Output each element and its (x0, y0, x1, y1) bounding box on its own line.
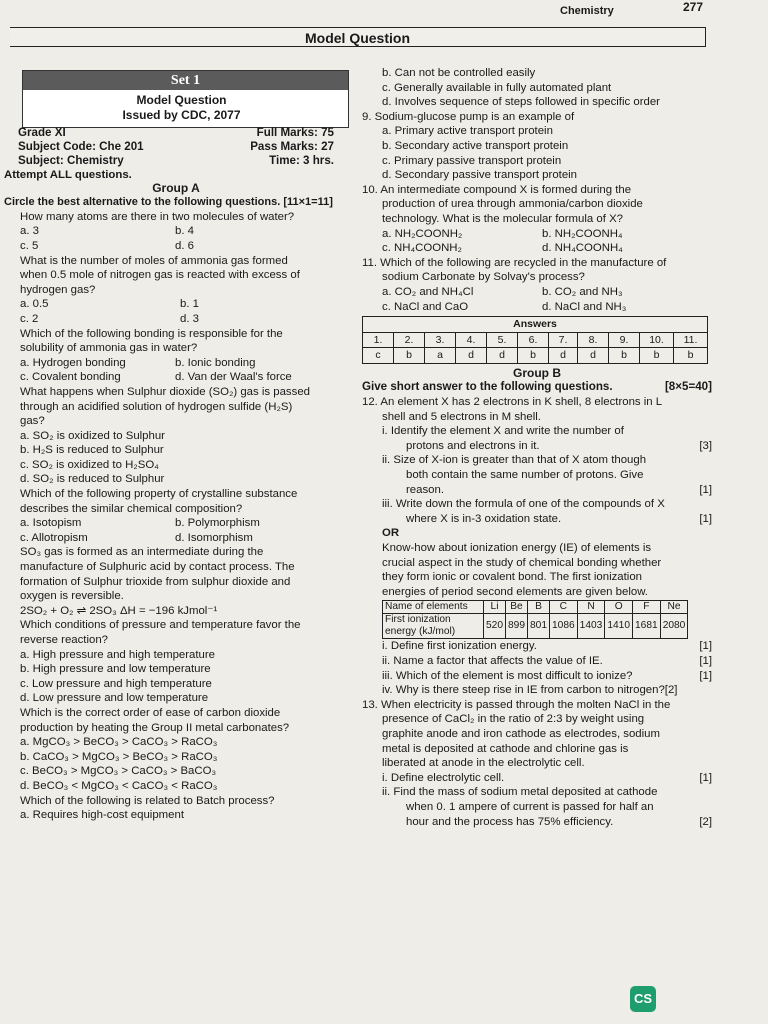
q12-or-line: Know-how about ionization energy (IE) of elements is (382, 542, 652, 554)
q13-line: presence of CaCl₂ in the ratio of 2:3 by weight using (382, 713, 645, 726)
q11-line: 11. Which of the following are recycled in the manufacture of (362, 256, 667, 269)
q13-part-ii: ii. Find the mass of sodium metal deposited at cathode (382, 786, 658, 799)
q2-option-d: d. 3 (180, 312, 199, 325)
q11-line: sodium Carbonate by Solvay's process? (382, 271, 585, 284)
answer-number: 7. (549, 332, 578, 348)
q10-option-b: b. NH₂COONH₄ (542, 227, 623, 240)
q9-option-a: a. Primary active transport protein (382, 125, 553, 138)
ie-element: B (528, 601, 550, 614)
q7-option-a: a. MgCO₃ > BeCO₃ > CaCO₃ > RaCO₃ (20, 736, 218, 749)
q1-option-d: d. 6 (175, 239, 194, 252)
ie-value: 1681 (633, 614, 661, 639)
q4-line: through an acidified solution of hydrogen sulfide (H₂S) (20, 400, 293, 413)
ie-element: Be (506, 601, 528, 614)
q12-part-iii: where X is in-3 oxidation state. (406, 512, 562, 525)
q6-line: reverse reaction? (20, 634, 109, 646)
header-subject: Chemistry (560, 5, 614, 17)
q2-line: when 0.5 mole of nitrogen gas is reacted with excess of (20, 269, 300, 282)
group-a-instruction: Circle the best alternative to the following questions. [11×1=11] (4, 196, 333, 209)
q4-option-c: c. SO₂ is oxidized to H₂SO₄ (20, 458, 159, 471)
q12-or-part-i: i. Define first ionization energy. (382, 640, 537, 653)
issued-by: Issued by CDC, 2077 (122, 108, 241, 122)
q1-stem: How many atoms are there in two molecules of water? (20, 210, 295, 223)
q10-line: technology. What is the molecular formula of X? (382, 212, 624, 225)
ie-element: F (633, 601, 661, 614)
group-b-heading: Group B (513, 365, 561, 380)
q2-option-b: b. 1 (180, 298, 199, 311)
q2-option-c: c. 2 (20, 312, 39, 325)
q2-line: What is the number of moles of ammonia gas formed (20, 254, 288, 267)
q7-line: Which is the correct order of ease of carbon dioxide (20, 706, 281, 719)
group-a-heading: Group A (152, 180, 200, 195)
q12-or-part-i-marks: [1] (699, 640, 712, 653)
ie-value: 2080 (660, 614, 688, 639)
q12-part-i-marks: [3] (699, 439, 712, 452)
q5-option-b: b. Polymorphism (175, 517, 260, 530)
answer-number: 6. (518, 332, 549, 348)
group-b-instruction: Give short answer to the following questions. (362, 380, 613, 394)
ie-element: Li (484, 601, 506, 614)
q13-line: metal is deposited at cathode and chlorine gas is (382, 742, 629, 755)
answer-number: 9. (609, 332, 640, 348)
q6-option-b: b. High pressure and low temperature (20, 663, 211, 676)
left-column (0, 70, 352, 823)
q3-option-a: a. Hydrogen bonding (20, 356, 126, 369)
answer-key: c (363, 348, 394, 364)
attempt-instruction: Attempt ALL questions. (4, 169, 132, 181)
q9-option-d: d. Secondary passive transport protein (382, 169, 578, 182)
q12-or-line: they form ionic or covalent bond. The first ionization (382, 571, 643, 584)
answer-number: 5. (487, 332, 518, 348)
q12-part-i: protons and electrons in it. (406, 439, 540, 452)
q8-option-c: c. Generally available in fully automated plant (382, 81, 612, 94)
q5-option-d: d. Isomorphism (175, 531, 253, 544)
ie-element: C (550, 601, 578, 614)
full-marks: Full Marks: 75 (256, 126, 334, 139)
q12-or-part-ii: ii. Name a factor that affects the value of IE. (382, 654, 603, 667)
camscanner-logo: CS (630, 986, 656, 1012)
q1-option-c: c. 5 (20, 239, 39, 252)
time: Time: 3 hrs. (269, 154, 334, 167)
answer-key: a (425, 348, 456, 364)
q12-part-ii: reason. (406, 483, 444, 496)
q9-option-c: c. Primary passive transport protein (382, 154, 562, 167)
answer-key: d (549, 348, 578, 364)
q3-option-c: c. Covalent bonding (20, 371, 121, 384)
ie-value: 801 (528, 614, 550, 639)
q11-option-c: c. NaCl and CaO (382, 300, 469, 313)
answers-title: Answers (363, 317, 708, 333)
subject-code: Subject Code: Che 201 (18, 140, 144, 153)
q5-option-c: c. Allotropism (20, 531, 88, 544)
q6-line: manufacture of Sulphuric acid by contact process. The (20, 561, 295, 574)
answer-number: 10. (640, 332, 674, 348)
ie-header-name: Name of elements (383, 601, 484, 614)
q12-part-ii: ii. Size of X-ion is greater than that of X atom though (382, 454, 647, 467)
set-info-box (22, 70, 349, 128)
q5-line: describes the similar chemical composition? (20, 502, 243, 515)
answer-number: 2. (394, 332, 425, 348)
q3-option-b: b. Ionic bonding (175, 356, 256, 369)
q13-part-i-marks: [1] (699, 771, 712, 784)
group-b-marks: [8×5=40] (664, 380, 712, 394)
right-column (362, 66, 712, 829)
q8-option-d: d. Involves sequence of steps followed in specific order (382, 96, 660, 109)
q12-or-line: energies of period second elements are given below. (382, 585, 648, 598)
q1-option-a: a. 3 (20, 225, 39, 238)
q10-option-a: a. NH₂COONH₂ (382, 227, 463, 240)
q12-part-ii: both contain the same number of protons. Give (406, 469, 644, 482)
model-question-label: Model Question (136, 93, 227, 107)
q11-option-d: d. NaCl and NH₃ (542, 300, 627, 313)
q13-part-ii-marks: [2] (699, 815, 712, 828)
ie-value: 899 (506, 614, 528, 639)
q4-line: What happens when Sulphur dioxide (SO₂) gas is passed (20, 385, 310, 398)
answer-key: d (487, 348, 518, 364)
answer-number: 3. (425, 332, 456, 348)
answer-number: 1. (363, 332, 394, 348)
subject: Subject: Chemistry (18, 154, 124, 167)
ie-value: 1410 (605, 614, 633, 639)
q4-option-b: b. H₂S is reduced to Sulphur (20, 444, 164, 457)
q8-option-a: a. Requires high-cost equipment (20, 809, 184, 822)
q13-line: 13. When electricity is passed through the molten NaCl in the (362, 698, 671, 711)
ie-header-energy: First ionization energy (kJ/mol) (383, 614, 484, 639)
q2-option-a: a. 0.5 (20, 298, 49, 311)
q12-line: shell and 5 electrons in M shell. (382, 410, 541, 423)
q7-option-d: d. BeCO₃ < MgCO₃ < CaCO₃ < RaCO₃ (20, 779, 218, 792)
or-label: OR (382, 527, 400, 540)
answer-key: d (578, 348, 609, 364)
answer-key: b (394, 348, 425, 364)
q4-option-a: a. SO₂ is oxidized to Sulphur (20, 429, 165, 442)
ie-element: O (605, 601, 633, 614)
q12-or-part-iii: iii. Which of the element is most difficult to ionize? (382, 669, 633, 682)
q10-line: production of urea through ammonia/carbon dioxide (382, 198, 643, 211)
q10-option-d: d. NH₄COONH₄ (542, 242, 623, 255)
ie-element: Ne (660, 601, 688, 614)
q8-line: Which of the following is related to Batch process? (20, 794, 275, 807)
ie-element: N (577, 601, 605, 614)
answers-table (362, 316, 708, 364)
ie-value: 1086 (550, 614, 578, 639)
q13-line: graphite anode and iron cathode as electrodes, sodium (382, 727, 660, 740)
grade: Grade XI (18, 126, 66, 139)
q5-line: Which of the following property of crystalline substance (20, 488, 298, 501)
q7-option-b: b. CaCO₃ > MgCO₃ > BeCO₃ > RaCO₃ (20, 750, 218, 763)
answer-key: b (518, 348, 549, 364)
q6-line: SO₃ gas is formed as an intermediate during the (20, 546, 264, 559)
ie-value: 520 (484, 614, 506, 639)
pass-marks: Pass Marks: 27 (250, 140, 334, 153)
q6-equation: 2SO₂ + O₂ ⇌ 2SO₃ ΔH = −196 kJmol⁻¹ (20, 604, 218, 617)
q10-line: 10. An intermediate compound X is formed during the (362, 183, 632, 196)
q12-part-iii-marks: [1] (699, 512, 712, 525)
q12-or-line: crucial aspect in the study of chemical bonding whether (382, 556, 662, 569)
answer-key: d (456, 348, 487, 364)
q12-or-part-iii-marks: [1] (699, 669, 712, 682)
q12-part-ii-marks: [1] (699, 483, 712, 496)
q9-option-b: b. Secondary active transport protein (382, 139, 569, 152)
q8-option-b: b. Can not be controlled easily (382, 67, 536, 79)
ionization-energy-table (382, 600, 688, 639)
q6-option-c: c. Low pressure and high temperature (20, 677, 212, 690)
answer-number: 8. (578, 332, 609, 348)
answer-number: 11. (674, 332, 708, 348)
q13-part-i: i. Define electrolytic cell. (382, 771, 505, 784)
q6-line: oxygen is reversible. (20, 590, 124, 603)
q6-line: formation of Sulphur trioxide from sulphur dioxide and (20, 575, 291, 588)
q11-option-b: b. CO₂ and NH₃ (542, 285, 623, 298)
q3-line: solubility of ammonia gas in water? (20, 342, 198, 355)
q13-line: liberated at anode in the electrolytic cell. (382, 757, 585, 770)
q4-line: gas? (20, 415, 45, 428)
q12-or-part-ii-marks: [1] (699, 654, 712, 667)
answer-key: b (674, 348, 708, 364)
q1-option-b: b. 4 (175, 225, 194, 238)
q12-part-i: i. Identify the element X and write the number of (382, 425, 624, 438)
q5-option-a: a. Isotopism (20, 517, 82, 530)
set-label: Set 1 (23, 71, 348, 90)
q3-line: Which of the following bonding is responsible for the (20, 327, 283, 340)
q4-option-d: d. SO₂ is reduced to Sulphur (20, 473, 165, 486)
q12-part-iii: iii. Write down the formula of one of the compounds of X (382, 498, 665, 511)
q10-option-c: c. NH₄COONH₂ (382, 242, 462, 255)
q6-line: Which conditions of pressure and temperature favor the (20, 619, 301, 632)
q2-line: hydrogen gas? (20, 283, 96, 296)
q7-line: production by heating the Group II metal carbonates? (20, 721, 290, 734)
q12-or-part-iv: iv. Why is there steep rise in IE from carbon to nitrogen?[2] (382, 684, 678, 697)
q6-option-a: a. High pressure and high temperature (20, 648, 216, 661)
answer-number: 4. (456, 332, 487, 348)
q3-option-d: d. Van der Waal's force (175, 371, 292, 384)
q6-option-d: d. Low pressure and low temperature (20, 692, 209, 705)
q13-part-ii: hour and the process has 75% efficiency. (406, 815, 614, 828)
q9-stem: 9. Sodium-glucose pump is an example of (362, 110, 575, 123)
q11-option-a: a. CO₂ and NH₄Cl (382, 285, 474, 298)
q7-option-c: c. BeCO₃ > MgCO₃ > CaCO₃ > BaCO₃ (20, 765, 217, 778)
ie-value: 1403 (577, 614, 605, 639)
q13-part-ii: when 0. 1 ampere of current is passed for half an (406, 800, 654, 813)
page-number: 277 (683, 0, 704, 14)
q12-line: 12. An element X has 2 electrons in K shell, 8 electrons in L (362, 396, 663, 409)
page-title: Model Question (10, 27, 706, 47)
answer-key: b (609, 348, 640, 364)
answer-key: b (640, 348, 674, 364)
